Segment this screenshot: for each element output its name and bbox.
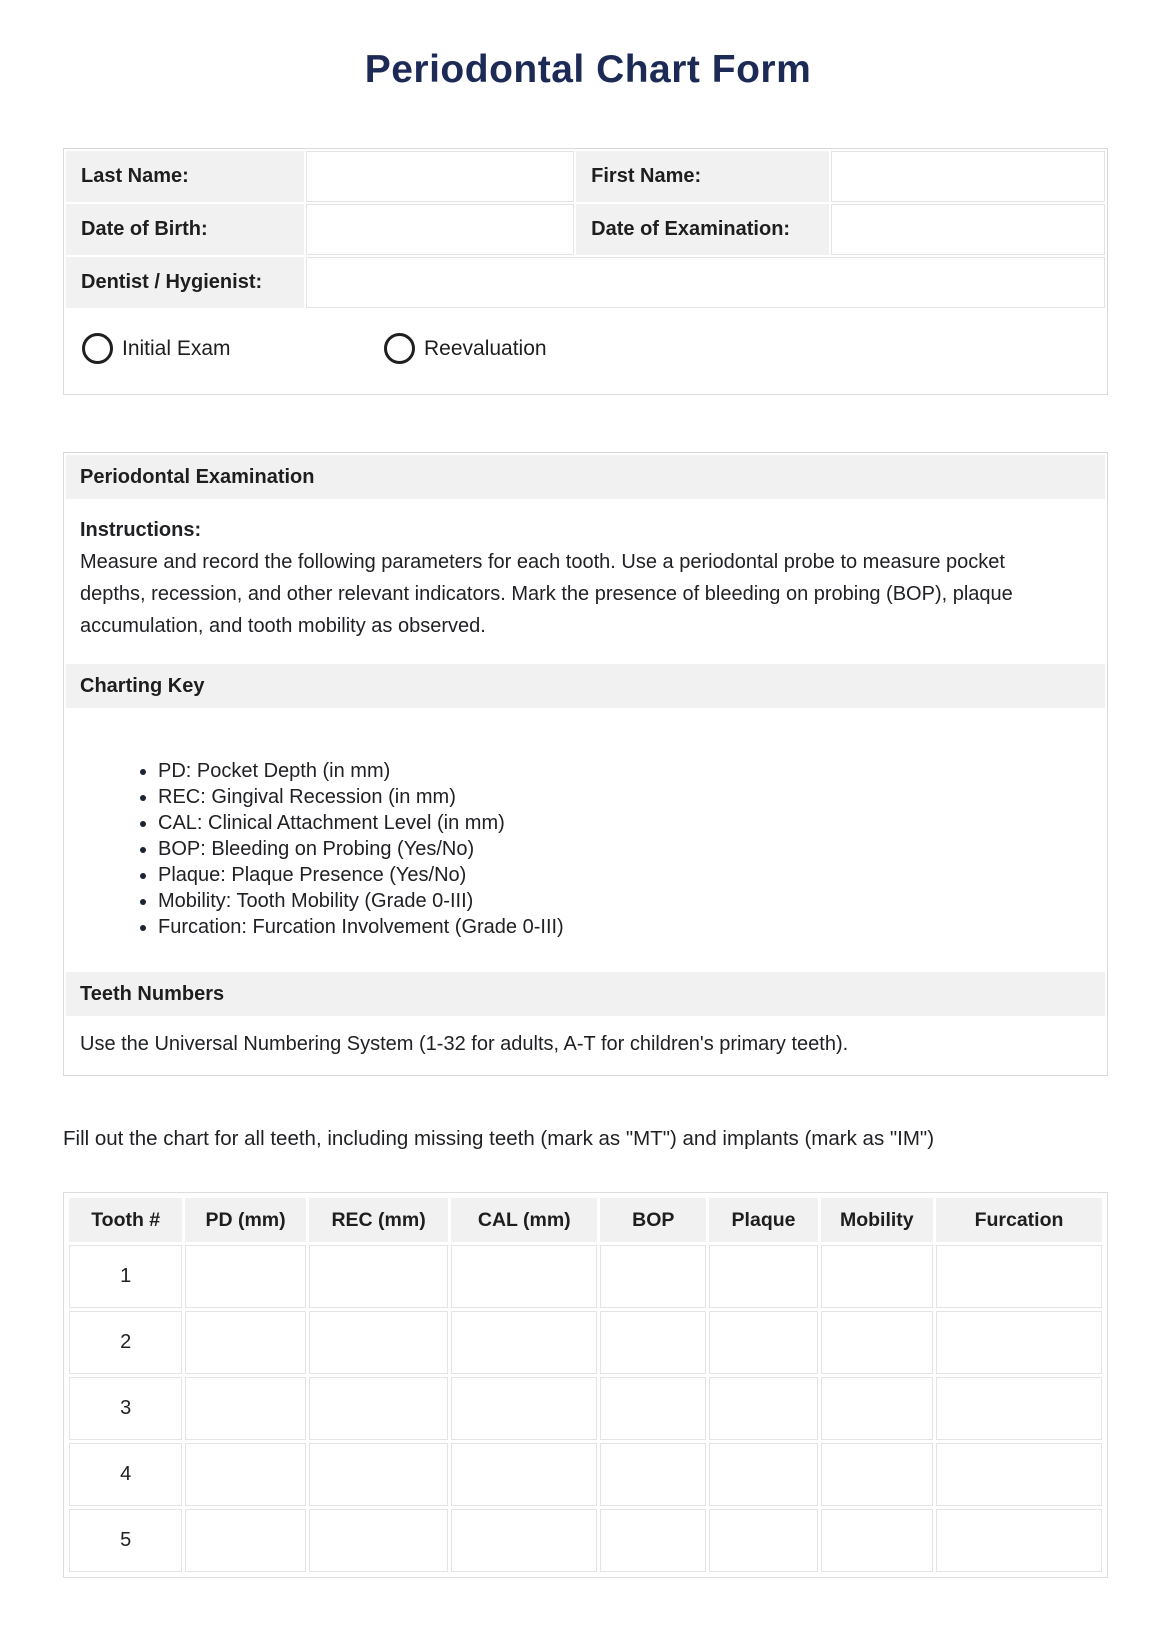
plaque-cell[interactable]: [709, 1377, 817, 1440]
tooth-chart-table: [66, 1195, 1105, 1575]
table-row: [69, 1245, 1102, 1308]
cal-cell[interactable]: [451, 1443, 597, 1506]
rec-cell[interactable]: [309, 1311, 449, 1374]
cal-cell[interactable]: [451, 1245, 597, 1308]
furcation-cell[interactable]: [936, 1443, 1102, 1506]
col-header-rec: REC (mm): [309, 1198, 449, 1242]
date-of-examination-label: Date of Examination:: [576, 204, 829, 255]
rec-cell[interactable]: [309, 1377, 449, 1440]
date-of-birth-label: Date of Birth:: [66, 204, 304, 255]
pd-cell[interactable]: [185, 1443, 305, 1506]
periodontal-examination-heading: Periodontal Examination: [66, 455, 1105, 499]
periodontal-examination-section: [63, 452, 1108, 1076]
radio-button-icon[interactable]: [384, 333, 415, 364]
furcation-cell[interactable]: [936, 1377, 1102, 1440]
rec-cell[interactable]: [309, 1509, 449, 1572]
tooth-chart-table-box: [63, 1192, 1108, 1578]
patient-info-box: [63, 148, 1108, 395]
dentist-hygienist-label: Dentist / Hygienist:: [66, 257, 304, 308]
last-name-label: Last Name:: [66, 151, 304, 202]
date-of-examination-field[interactable]: [831, 204, 1105, 255]
cal-cell[interactable]: [451, 1311, 597, 1374]
mobility-cell[interactable]: [821, 1311, 933, 1374]
bop-cell[interactable]: [600, 1509, 706, 1572]
col-header-tooth: Tooth #: [69, 1198, 182, 1242]
instructions-label: Instructions:: [80, 519, 202, 541]
charting-key-list: [66, 758, 1105, 940]
table-row: [66, 257, 1105, 308]
col-header-mobility: Mobility: [821, 1198, 933, 1242]
teeth-numbers-text: Use the Universal Numbering System (1-32 for adults, A-T for children's primary teeth).: [80, 1033, 849, 1055]
charting-key-heading: Charting Key: [66, 664, 1105, 708]
reevaluation-radio[interactable]: [384, 333, 547, 364]
instructions-block: [66, 501, 1105, 662]
charting-key-item: • REC: Gingival Recession (in mm): [158, 784, 1105, 810]
cal-cell[interactable]: [451, 1509, 597, 1572]
cal-cell[interactable]: [451, 1377, 597, 1440]
charting-key-list-block: [66, 710, 1105, 970]
furcation-cell[interactable]: [936, 1509, 1102, 1572]
table-row: [66, 204, 1105, 255]
rec-cell[interactable]: [309, 1245, 449, 1308]
first-name-field[interactable]: [831, 151, 1105, 202]
charting-key-item: • Mobility: Tooth Mobility (Grade 0-III): [158, 888, 1105, 914]
bop-cell[interactable]: [600, 1443, 706, 1506]
tooth-number-cell: 2: [69, 1311, 182, 1374]
plaque-cell[interactable]: [709, 1311, 817, 1374]
plaque-cell[interactable]: [709, 1443, 817, 1506]
bop-cell[interactable]: [600, 1245, 706, 1308]
table-row: [69, 1377, 1102, 1440]
pd-cell[interactable]: [185, 1245, 305, 1308]
charting-key-item: • BOP: Bleeding on Probing (Yes/No): [158, 836, 1105, 862]
tooth-number-cell: 1: [69, 1245, 182, 1308]
radio-button-icon[interactable]: [82, 333, 113, 364]
instructions-text: Measure and record the following parameters for each tooth. Use a periodontal probe to measure pocket depths, recession, and other relevant indicators. Mark the presence of bleeding on probing (BOP), plaque accumulation, and tooth mobility as observed.: [80, 551, 1013, 637]
table-row: [66, 151, 1105, 202]
initial-exam-radio[interactable]: [82, 333, 384, 364]
charting-key-item: • CAL: Clinical Attachment Level (in mm): [158, 810, 1105, 836]
table-header-row: [69, 1198, 1102, 1242]
table-row: [69, 1443, 1102, 1506]
exam-type-radio-row: [64, 310, 1107, 394]
mobility-cell[interactable]: [821, 1245, 933, 1308]
mobility-cell[interactable]: [821, 1509, 933, 1572]
tooth-number-cell: 3: [69, 1377, 182, 1440]
pd-cell[interactable]: [185, 1377, 305, 1440]
plaque-cell[interactable]: [709, 1509, 817, 1572]
rec-cell[interactable]: [309, 1443, 449, 1506]
table-row: [69, 1311, 1102, 1374]
bop-cell[interactable]: [600, 1311, 706, 1374]
mobility-cell[interactable]: [821, 1443, 933, 1506]
furcation-cell[interactable]: [936, 1311, 1102, 1374]
col-header-furcation: Furcation: [936, 1198, 1102, 1242]
col-header-pd: PD (mm): [185, 1198, 305, 1242]
date-of-birth-field[interactable]: [306, 204, 575, 255]
initial-exam-radio-label: Initial Exam: [122, 336, 231, 360]
pd-cell[interactable]: [185, 1311, 305, 1374]
col-header-plaque: Plaque: [709, 1198, 817, 1242]
last-name-field[interactable]: [306, 151, 575, 202]
dentist-hygienist-field[interactable]: [306, 257, 1105, 308]
col-header-bop: BOP: [600, 1198, 706, 1242]
pd-cell[interactable]: [185, 1509, 305, 1572]
charting-key-item: • PD: Pocket Depth (in mm): [158, 758, 1105, 784]
bop-cell[interactable]: [600, 1377, 706, 1440]
tooth-number-cell: 4: [69, 1443, 182, 1506]
first-name-label: First Name:: [576, 151, 829, 202]
patient-info-table: [64, 149, 1107, 310]
charting-key-item: • Furcation: Furcation Involvement (Grade 0-III): [158, 914, 1105, 940]
fill-out-note: Fill out the chart for all teeth, including missing teeth (mark as "MT") and implants (mark as "IM"): [63, 1127, 935, 1150]
page-title: Periodontal Chart Form: [364, 48, 812, 91]
charting-key-item: • Plaque: Plaque Presence (Yes/No): [158, 862, 1105, 888]
tooth-number-cell: 5: [69, 1509, 182, 1572]
mobility-cell[interactable]: [821, 1377, 933, 1440]
furcation-cell[interactable]: [936, 1245, 1102, 1308]
teeth-numbers-heading: Teeth Numbers: [66, 972, 1105, 1016]
table-row: [69, 1509, 1102, 1572]
plaque-cell[interactable]: [709, 1245, 817, 1308]
col-header-cal: CAL (mm): [451, 1198, 597, 1242]
reevaluation-radio-label: Reevaluation: [424, 336, 547, 360]
